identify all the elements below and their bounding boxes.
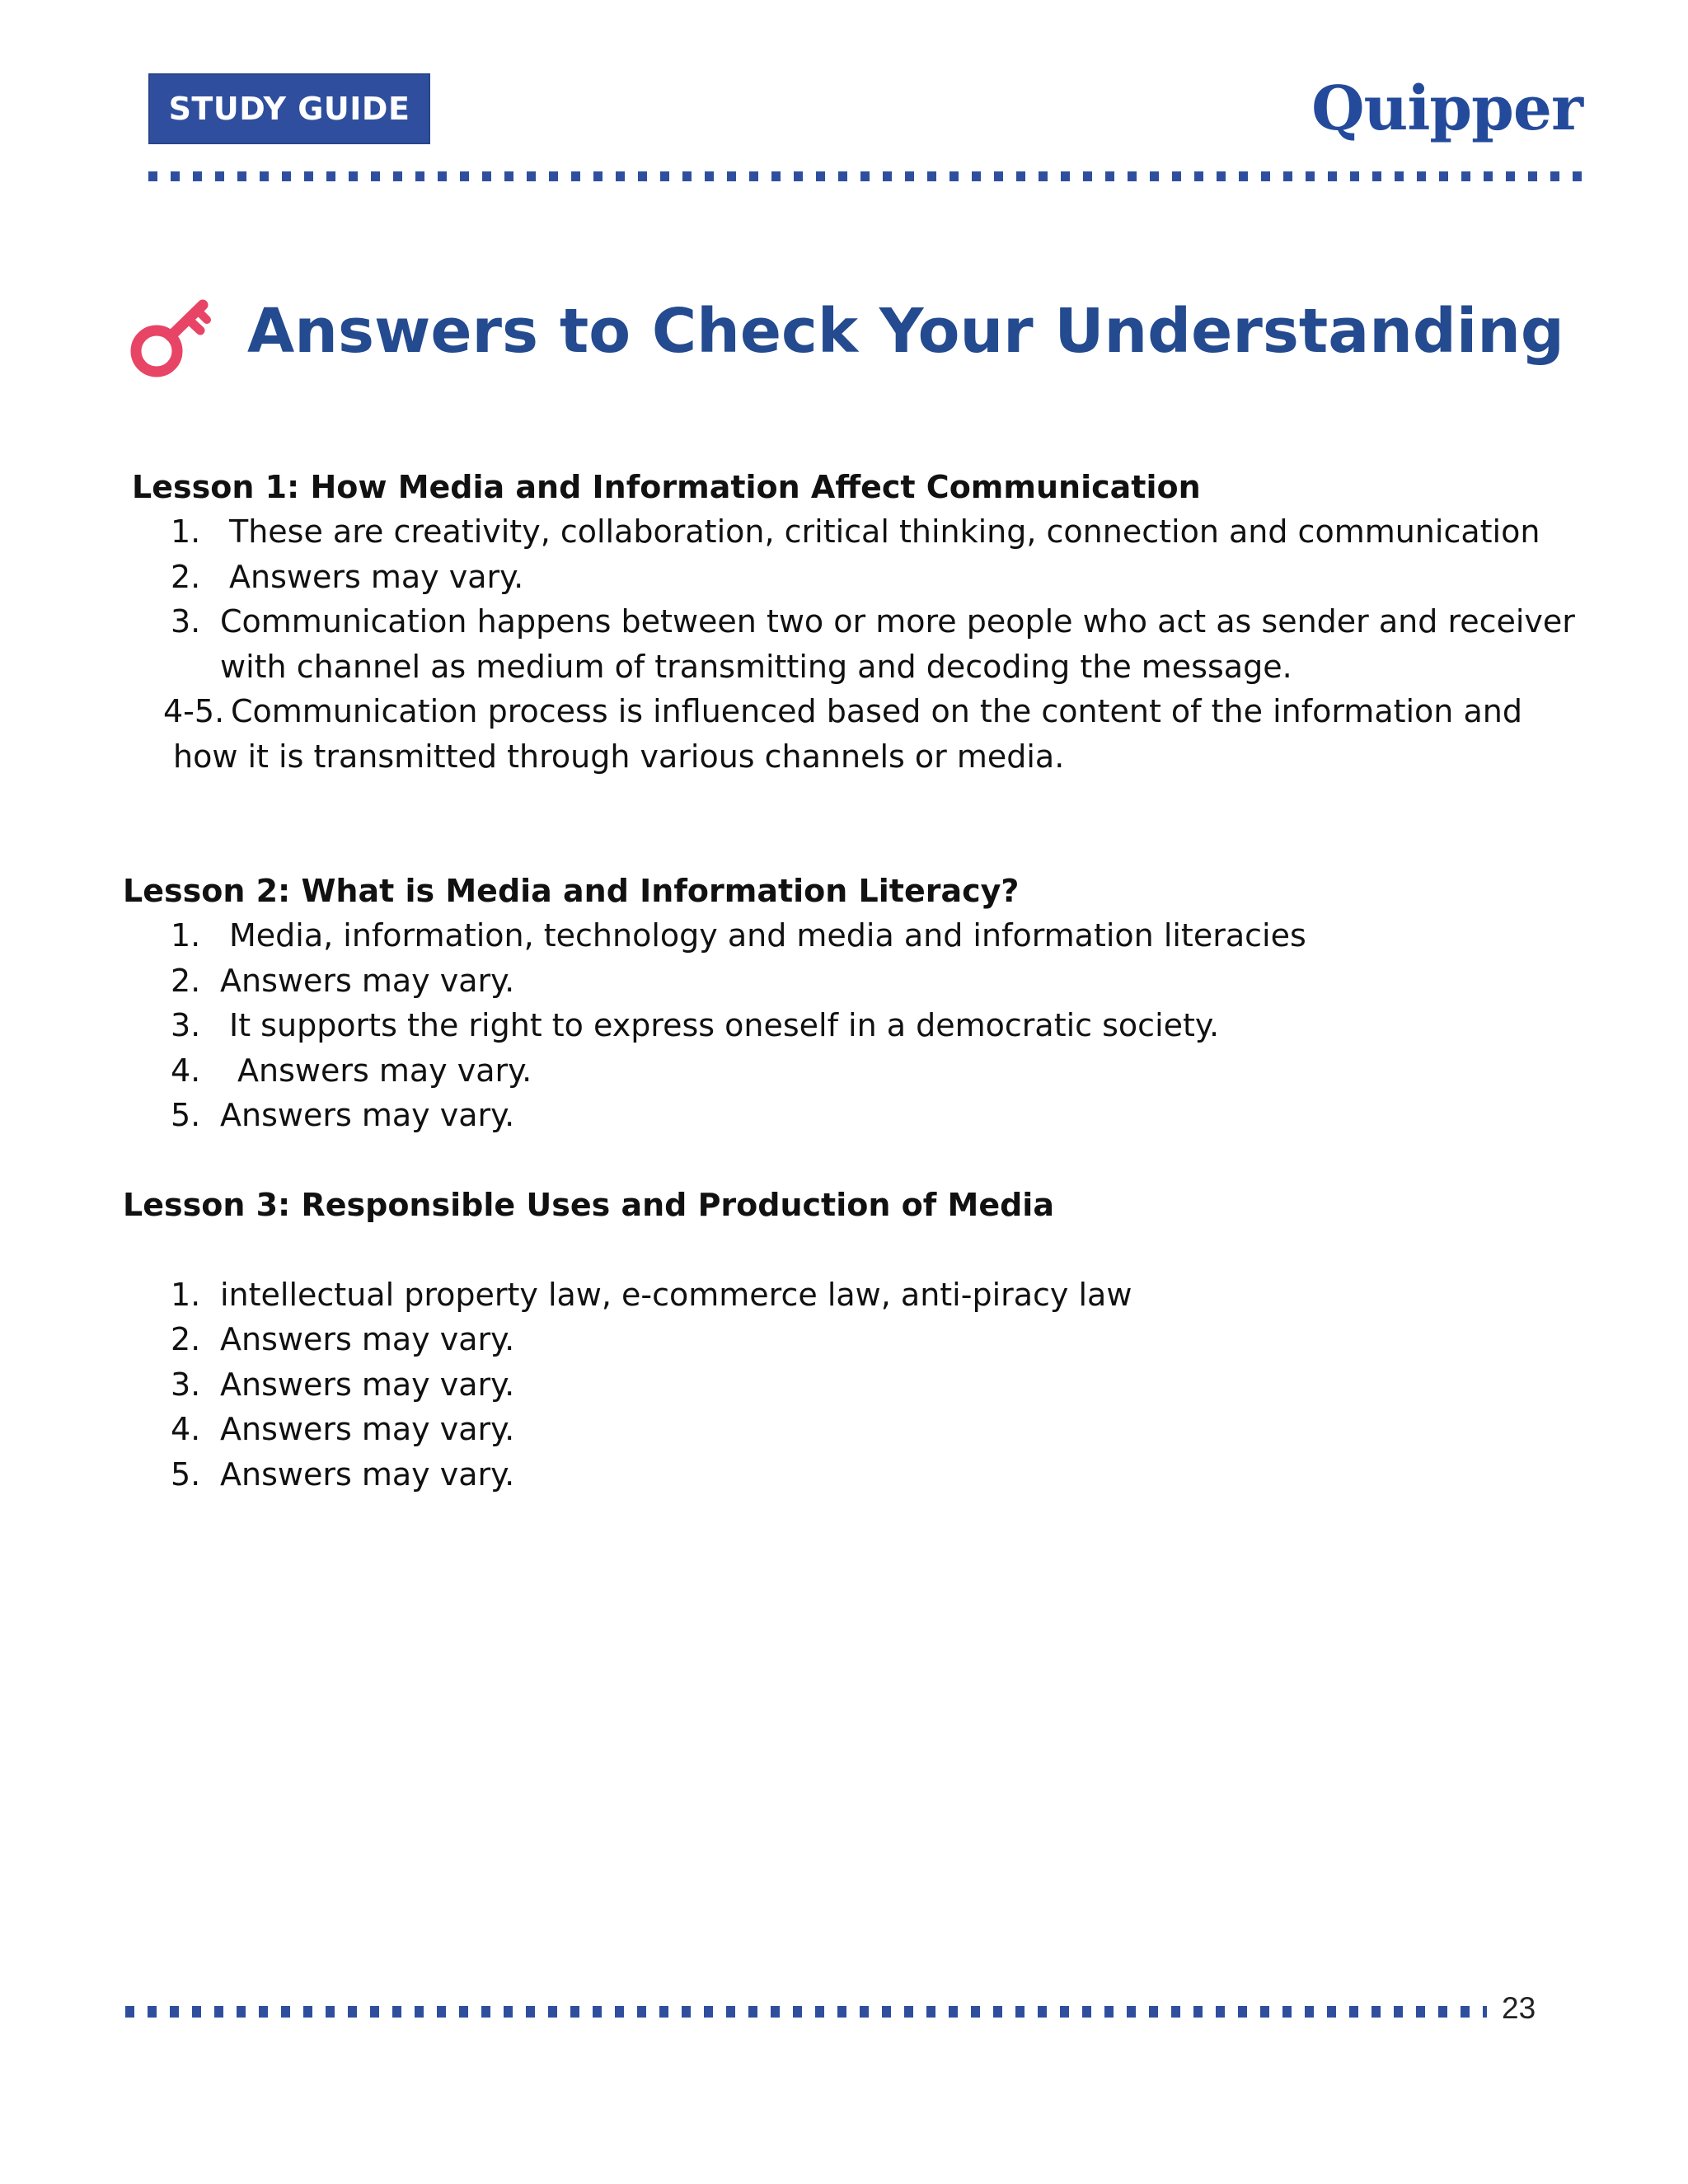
item-number: 4. xyxy=(171,1411,201,1447)
item-text: intellectual property law, e-commerce law, anti-piracy law xyxy=(220,1277,1132,1313)
lesson-2-title: Lesson 2: What is Media and Information Literacy? xyxy=(123,873,1020,909)
item-text-continuation: how it is transmitted through various channels or media. xyxy=(173,738,1065,775)
item-text: Answers may vary. xyxy=(237,1052,532,1089)
item-number: 3. xyxy=(171,1366,201,1403)
item-number: 3. xyxy=(171,603,201,640)
item-text: Answers may vary. xyxy=(220,1366,515,1403)
item-number: 4-5. xyxy=(163,693,225,729)
item-text: Answers may vary. xyxy=(220,1097,515,1133)
item-text: It supports the right to express oneself in a democratic society. xyxy=(229,1007,1220,1043)
item-text: Communication process is influenced based on the content of the information and xyxy=(231,693,1522,729)
item-number: 2. xyxy=(171,1321,201,1357)
lesson-3-title: Lesson 3: Responsible Uses and Production of Media xyxy=(123,1187,1054,1223)
item-text: Media, information, technology and media and information literacies xyxy=(229,917,1306,954)
item-number: 3. xyxy=(171,1007,201,1043)
item-text: Answers may vary. xyxy=(220,1321,515,1357)
top-dotted-divider xyxy=(148,171,1584,181)
item-number: 1. xyxy=(171,1277,201,1313)
item-text: Answers may vary. xyxy=(220,1411,515,1447)
study-guide-badge: STUDY GUIDE xyxy=(148,73,430,144)
page-number: 23 xyxy=(1502,1991,1536,2025)
item-text: Answers may vary. xyxy=(220,963,515,999)
item-number: 2. xyxy=(171,963,201,999)
key-icon xyxy=(124,293,214,384)
item-text: Answers may vary. xyxy=(229,559,524,595)
item-text: Answers may vary. xyxy=(220,1456,515,1493)
item-number: 2. xyxy=(171,559,201,595)
item-number: 4. xyxy=(171,1052,201,1089)
quipper-logo: Quipper xyxy=(1311,73,1582,144)
item-text: These are creativity, collaboration, critical thinking, connection and communication xyxy=(229,513,1540,550)
bottom-dotted-divider xyxy=(125,2006,1487,2018)
item-number: 1. xyxy=(171,917,201,954)
item-text-continuation: with channel as medium of transmitting and decoding the message. xyxy=(220,649,1292,685)
item-number: 5. xyxy=(171,1456,201,1493)
lesson-1-title: Lesson 1: How Media and Information Affect Communication xyxy=(132,469,1201,505)
item-number: 1. xyxy=(171,513,201,550)
page-title: Answers to Check Your Understanding xyxy=(247,296,1564,367)
item-number: 5. xyxy=(171,1097,201,1133)
item-text: Communication happens between two or more people who act as sender and receiver xyxy=(220,603,1575,640)
